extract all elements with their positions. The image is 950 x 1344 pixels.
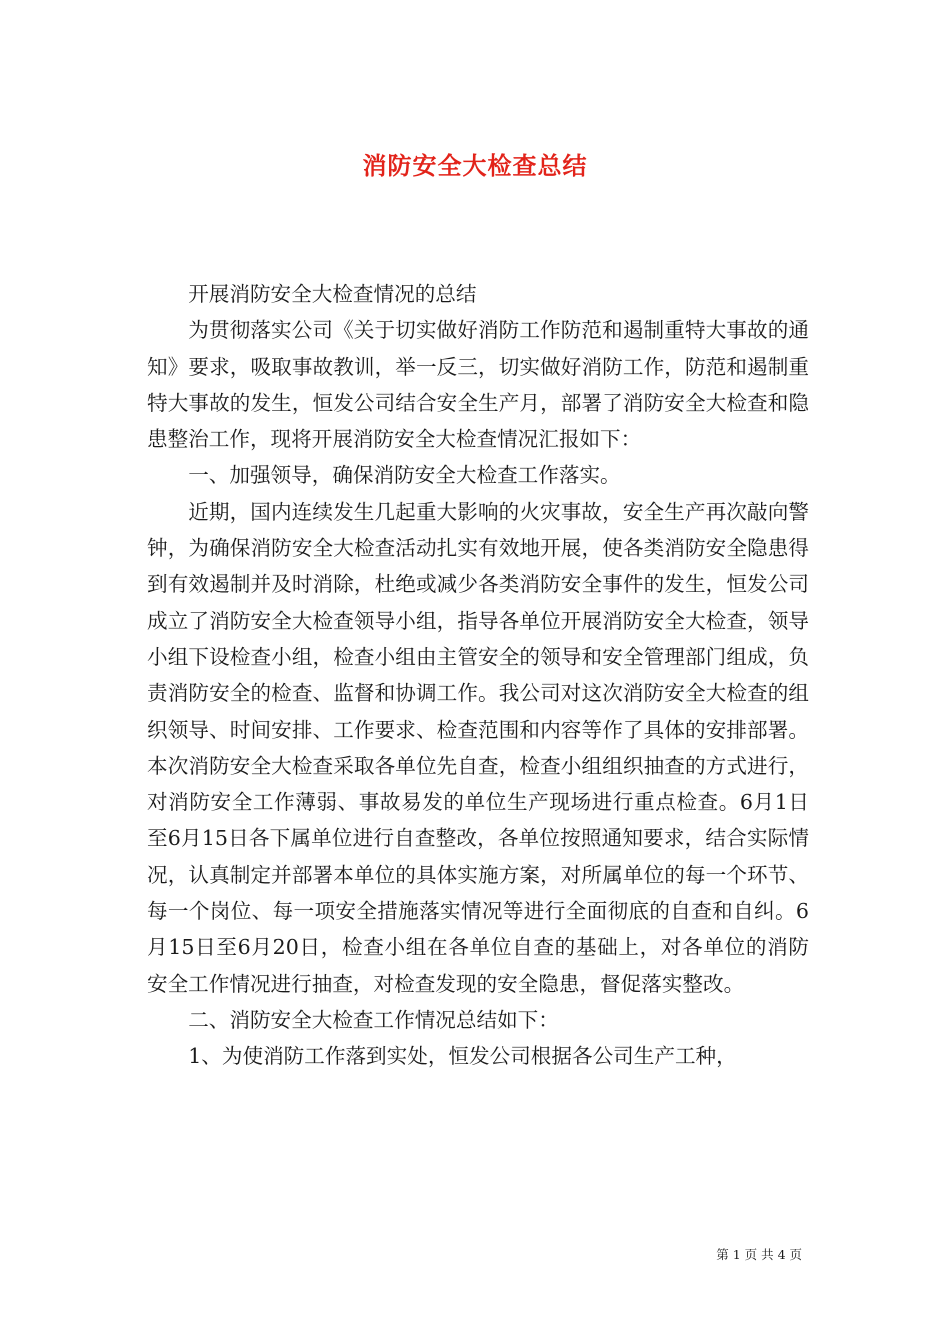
document-title: 消防安全大检查总结 xyxy=(362,151,588,181)
paragraph-intro: 为贯彻落实公司《关于切实做好消防工作防范和遏制重特大事故的通知》要求，吸取事故教训，举一反三，切实做好消防工作，防范和遏制重特大事故的发生，恒发公司结合安全生产月，部署了消防安全大检查和隐患整治工作，现将开展消防安全大检查情况汇报如下： xyxy=(147,318,809,452)
paragraph-item-1: 1、为使消防工作落到实处，恒发公司根据各公司生产工种， xyxy=(188,1044,737,1069)
section-heading-1: 一、加强领导，确保消防安全大检查工作落实。 xyxy=(188,463,621,488)
section-heading-2: 二、消防安全大检查工作情况总结如下： xyxy=(188,1007,559,1032)
page-number: 第 1 页 共 4 页 xyxy=(716,1247,802,1262)
paragraph-subtitle: 开展消防安全大检查情况的总结 xyxy=(188,282,477,306)
paragraph-section-1: 近期，国内连续发生几起重大影响的火灾事故，安全生产再次敲向警钟，为确保消防安全大检查活动扎实有效地开展，使各类消防安全隐患得到有效遏制并及时消除，杜绝或减少各类消防安全事件的发生，恒发公司成立了消防安全大检查领导小组，指导各单位开展消防安全大检查，领导小组下设检查小组，检查小组由主管安全的领导和安全管理部门组成，负责消防安全的检查、监督和协调工作。我公司对这次消防安全大检查的组织领导、时间安排、工作要求、检查范围和内容等作了具体的安排部署。本次消防安全大检查采取各单位先自查，检查小组组织抽查的方式进行，对消防安全工作薄弱、事故易发的单位生产现场进行重点检查。6月1日至6月15日各下属单位进行自查整改，各单位按照通知要求，结合实际情况，认真制定并部署本单位的具体实施方案，对所属单位的每一个环节、每一个岗位、每一项安全措施落实情况等进行全面彻底的自查和自纠。6月15日至6月20日，检查小组在各单位自查的基础上，对各单位的消防安全工作情况进行抽查，对检查发现的安全隐患，督促落实整改。 xyxy=(147,499,809,996)
document-body xyxy=(147,276,809,1075)
